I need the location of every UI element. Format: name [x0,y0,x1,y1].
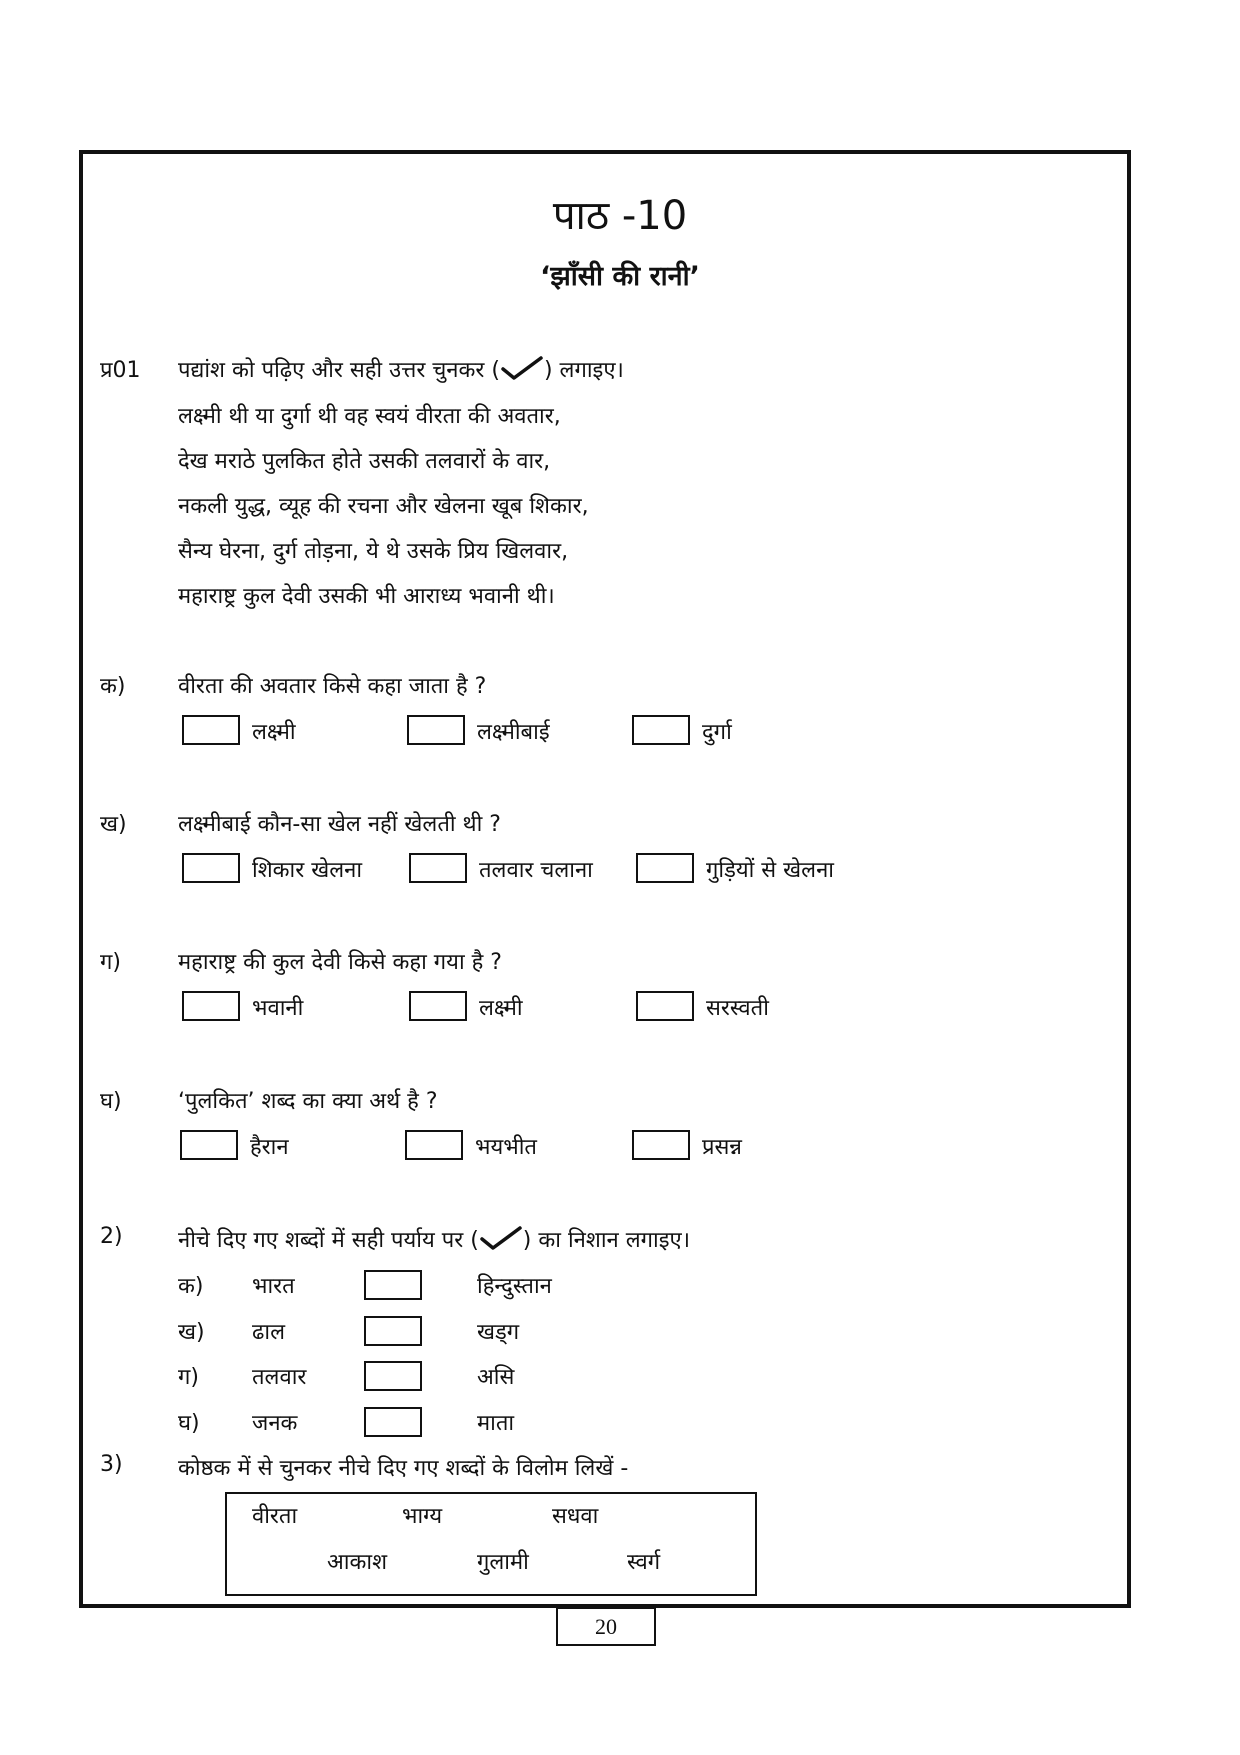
q2-instruction-before: नीचे दिए गए शब्दों में सही पर्याय पर ( [178,1228,479,1253]
answer-checkbox[interactable] [632,1130,690,1160]
q1-instruction-after: ) लगाइए। [543,358,624,383]
subq-label: क) [100,674,126,699]
answer-checkbox[interactable] [636,991,694,1021]
q2-row-word: भारत [252,1274,295,1299]
poem-line: नकली युद्ध, व्यूह की रचना और खेलना खूब शिकार, [178,494,589,519]
word-bank-item: गुलामी [477,1550,529,1575]
q3-instruction: कोष्ठक में से चुनकर नीचे दिए गए शब्दों के विलोम लिखें - [178,1456,629,1481]
q2-number: 2) [100,1224,123,1249]
answer-checkbox[interactable] [182,853,240,883]
word-bank-item: स्वर्ग [627,1550,661,1575]
answer-checkbox[interactable] [636,853,694,883]
answer-checkbox[interactable] [409,991,467,1021]
poem-line: महाराष्ट्र कुल देवी उसकी भी आराध्य भवानी थी। [178,584,555,609]
option-label: लक्ष्मी [252,720,296,745]
subq-text: वीरता की अवतार किसे कहा जाता है ? [178,674,487,699]
option-label: सरस्वती [706,996,769,1021]
word-bank-item: वीरता [252,1504,298,1529]
option-label: लक्ष्मी [479,996,523,1021]
poem-line: देख मराठे पुलकित होते उसकी तलवारों के वार, [178,449,551,474]
q2-row-label: घ) [178,1411,200,1436]
answer-checkbox[interactable] [182,991,240,1021]
answer-checkbox[interactable] [182,715,240,745]
answer-checkbox[interactable] [409,853,467,883]
option-label: भयभीत [475,1135,537,1160]
subq-text: लक्ष्मीबाई कौन-सा खेल नहीं खेलती थी ? [178,812,501,837]
answer-checkbox[interactable] [364,1407,422,1437]
option-label: तलवार चलाना [479,858,593,883]
checkmark-icon [500,355,544,387]
answer-checkbox[interactable] [632,715,690,745]
q1-instruction [178,354,624,387]
checkmark-icon [479,1225,523,1257]
subq-label: ग) [100,950,121,975]
q3-number: 3) [100,1452,123,1477]
option-label: हैरान [250,1135,289,1160]
subq-label: घ) [100,1089,122,1114]
lesson-title: पाठ -10 [552,193,688,239]
subq-label: ख) [100,812,127,837]
option-label: गुड़ियों से खेलना [706,858,834,883]
q1-instruction-before: पद्यांश को पढ़िए और सही उत्तर चुनकर ( [178,358,500,383]
word-bank-item: सधवा [552,1504,599,1529]
option-label: भवानी [252,996,304,1021]
option-label: दुर्गा [702,720,732,745]
answer-checkbox[interactable] [407,715,465,745]
option-label: लक्ष्मीबाई [477,720,550,745]
q2-row-option: खड्ग [477,1320,520,1345]
lesson-subtitle: ‘झाँसी की रानी’ [540,261,700,292]
option-label: शिकार खेलना [252,858,363,883]
q2-row-label: क) [178,1274,204,1299]
q2-row-word: ढाल [252,1320,286,1345]
poem-line: सैन्य घेरना, दुर्ग तोड़ना, ये थे उसके प्रिय खिलवार, [178,539,569,564]
q1-number: प्र01 [100,358,141,383]
page-number: 20 [556,1607,656,1646]
q2-row-label: ग) [178,1365,199,1390]
subq-text: ‘पुलकित’ शब्द का क्या अर्थ है ? [178,1089,438,1114]
subq-text: महाराष्ट्र की कुल देवी किसे कहा गया है ? [178,950,502,975]
answer-checkbox[interactable] [364,1316,422,1346]
answer-checkbox[interactable] [364,1361,422,1391]
option-label: प्रसन्न [702,1135,742,1160]
word-bank-box [225,1492,757,1596]
q2-instruction-after: ) का निशान लगाइए। [522,1228,691,1253]
word-bank-item: भाग्य [402,1504,443,1529]
answer-checkbox[interactable] [405,1130,463,1160]
answer-checkbox[interactable] [180,1130,238,1160]
q2-row-label: ख) [178,1320,205,1345]
word-bank-item: आकाश [327,1550,388,1575]
q2-row-option: हिन्दुस्तान [477,1274,552,1299]
poem-line: लक्ष्मी थी या दुर्गा थी वह स्वयं वीरता की अवतार, [178,404,561,429]
q2-row-option: माता [477,1411,515,1436]
q2-row-word: तलवार [252,1365,307,1390]
q2-row-word: जनक [252,1411,298,1436]
answer-checkbox[interactable] [364,1270,422,1300]
q2-instruction [178,1224,690,1257]
q2-row-option: असि [477,1365,515,1390]
